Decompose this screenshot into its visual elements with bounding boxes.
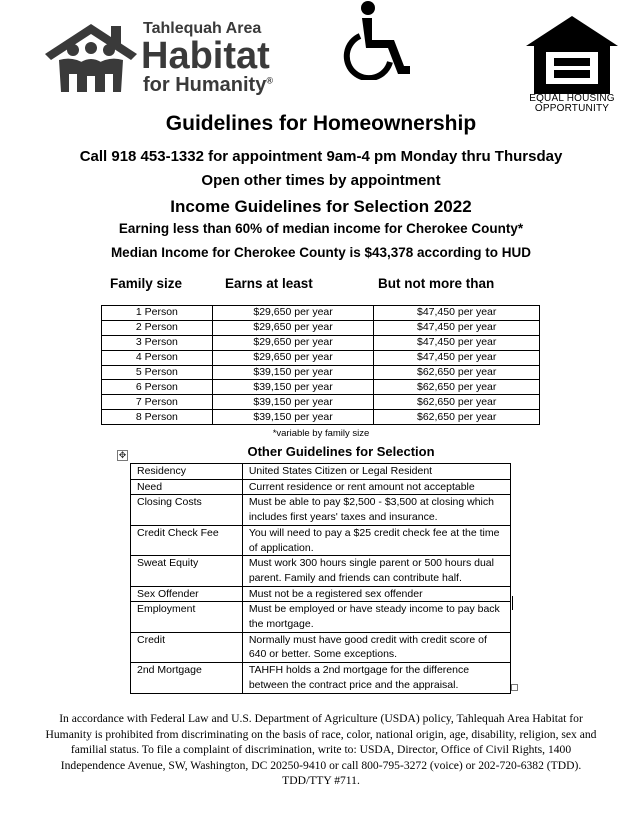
max-income-cell: $47,450 per year — [374, 306, 540, 321]
habitat-org-area: Tahlequah Area — [143, 20, 262, 37]
table-row — [131, 663, 511, 693]
min-income-cell: $29,650 per year — [212, 335, 374, 350]
guideline-label: 2nd Mortgage — [131, 663, 243, 693]
registered-mark: ® — [266, 75, 273, 86]
equal-housing-line2: OPPORTUNITY — [534, 103, 610, 114]
family-size-cell: 4 Person — [102, 350, 213, 365]
table-row — [131, 556, 511, 586]
habitat-house-icon — [45, 20, 137, 94]
table-row — [102, 320, 540, 335]
table-row — [102, 380, 540, 395]
table-row — [102, 395, 540, 410]
guideline-label: Credit Check Fee — [131, 525, 243, 555]
max-income-cell: $62,650 per year — [374, 365, 540, 380]
min-income-cell: $39,150 per year — [212, 395, 374, 410]
min-income-cell: $39,150 per year — [212, 365, 374, 380]
open-times-line: Open other times by appointment — [201, 172, 441, 189]
page-title: Guidelines for Homeownership — [165, 112, 477, 135]
table-row — [131, 479, 511, 495]
guideline-value: Must not be a registered sex offender — [242, 586, 510, 602]
nondiscrimination-footer: In accordance with Federal Law and U.S. Department of Agriculture (USDA) policy, Tahlequah Area Habitat for Humanity is prohibited from discriminating on the basis of race, color, national origin, age, disability, religion, sex and familial status. To file a complaint of discrimination, write to: USDA, Director, Office of Civil Rights, 1400 Independence Avenue, SW, Washington, DC 20250-9410 or call 800-795-3272 (voice) or 202-720-6382 (TDD). TDD/TTY #711. — [45, 712, 597, 787]
family-size-cell: 2 Person — [102, 320, 213, 335]
guideline-label: Closing Costs — [131, 495, 243, 525]
guideline-value: Normally must have good credit with credit score of 640 or better. Some exceptions. — [242, 632, 510, 662]
family-size-cell: 7 Person — [102, 395, 213, 410]
table-row — [131, 632, 511, 662]
median-income-line: Median Income for Cherokee County is $43,378 according to HUD — [110, 245, 532, 260]
guideline-value: TAHFH holds a 2nd mortgage for the difference between the contract price and the appraisal. — [242, 663, 510, 693]
guideline-value: You will need to pay a $25 credit check fee at the time of application. — [242, 525, 510, 555]
guideline-value: Must be able to pay $2,500 - $3,500 at closing which includes first years' taxes and insurance. — [242, 495, 510, 525]
table-row — [131, 495, 511, 525]
max-income-cell: $62,650 per year — [374, 410, 540, 425]
table-row — [102, 350, 540, 365]
table-row — [131, 602, 511, 632]
table-row — [102, 335, 540, 350]
table-row — [102, 306, 540, 321]
guideline-value: United States Citizen or Legal Resident — [242, 464, 510, 480]
table-row — [131, 525, 511, 555]
min-income-cell: $39,150 per year — [212, 380, 374, 395]
max-income-cell: $47,450 per year — [374, 335, 540, 350]
equal-housing-house-icon — [526, 16, 618, 94]
equal-housing-text — [526, 94, 618, 114]
earning-line: Earning less than 60% of median income for Cherokee County* — [118, 221, 524, 236]
column-header-not-more-than: But not more than — [378, 276, 495, 291]
family-size-cell: 6 Person — [102, 380, 213, 395]
max-income-cell: $47,450 per year — [374, 320, 540, 335]
appointment-line: Call 918 453-1332 for appointment 9am-4 pm Monday thru Thursday — [79, 148, 563, 165]
family-size-cell: 1 Person — [102, 306, 213, 321]
guideline-label: Residency — [131, 464, 243, 480]
habitat-org-sub-text: for Humanity — [143, 74, 267, 96]
family-size-cell: 3 Person — [102, 335, 213, 350]
family-size-cell: 5 Person — [102, 365, 213, 380]
guideline-label: Sweat Equity — [131, 556, 243, 586]
table-row — [102, 410, 540, 425]
column-header-family-size: Family size — [110, 276, 183, 291]
other-guidelines-table — [130, 463, 511, 694]
wheelchair-icon — [338, 0, 414, 80]
table-row — [102, 365, 540, 380]
guideline-value: Must be employed or have steady income to pay back the mortgage. — [242, 602, 510, 632]
column-header-earns-at-least: Earns at least — [225, 276, 313, 291]
text-cursor — [512, 596, 513, 610]
habitat-org-sub — [143, 74, 273, 97]
income-table — [101, 305, 540, 425]
guideline-value: Must work 300 hours single parent or 500 hours dual parent. Family and friends can contribute half. — [242, 556, 510, 586]
table-row — [131, 464, 511, 480]
table-move-handle-icon[interactable]: ✥ — [118, 450, 127, 460]
min-income-cell: $39,150 per year — [212, 410, 374, 425]
income-heading: Income Guidelines for Selection 2022 — [170, 197, 472, 216]
variable-note: *variable by family size — [272, 428, 370, 439]
min-income-cell: $29,650 per year — [212, 306, 374, 321]
max-income-cell: $47,450 per year — [374, 350, 540, 365]
habitat-logo — [45, 20, 275, 98]
family-size-cell: 8 Person — [102, 410, 213, 425]
guideline-label: Sex Offender — [131, 586, 243, 602]
guideline-label: Need — [131, 479, 243, 495]
habitat-org-name: Habitat — [141, 35, 270, 77]
other-guidelines-heading: Other Guidelines for Selection — [247, 444, 435, 459]
guideline-label: Employment — [131, 602, 243, 632]
equal-housing-line1: EQUAL HOUSING — [529, 93, 615, 104]
max-income-cell: $62,650 per year — [374, 395, 540, 410]
min-income-cell: $29,650 per year — [212, 320, 374, 335]
min-income-cell: $29,650 per year — [212, 350, 374, 365]
guideline-label: Credit — [131, 632, 243, 662]
table-resize-handle[interactable] — [511, 684, 518, 691]
equal-housing-logo — [526, 16, 618, 120]
table-row — [131, 586, 511, 602]
guideline-value: Current residence or rent amount not acceptable — [242, 479, 510, 495]
max-income-cell: $62,650 per year — [374, 380, 540, 395]
